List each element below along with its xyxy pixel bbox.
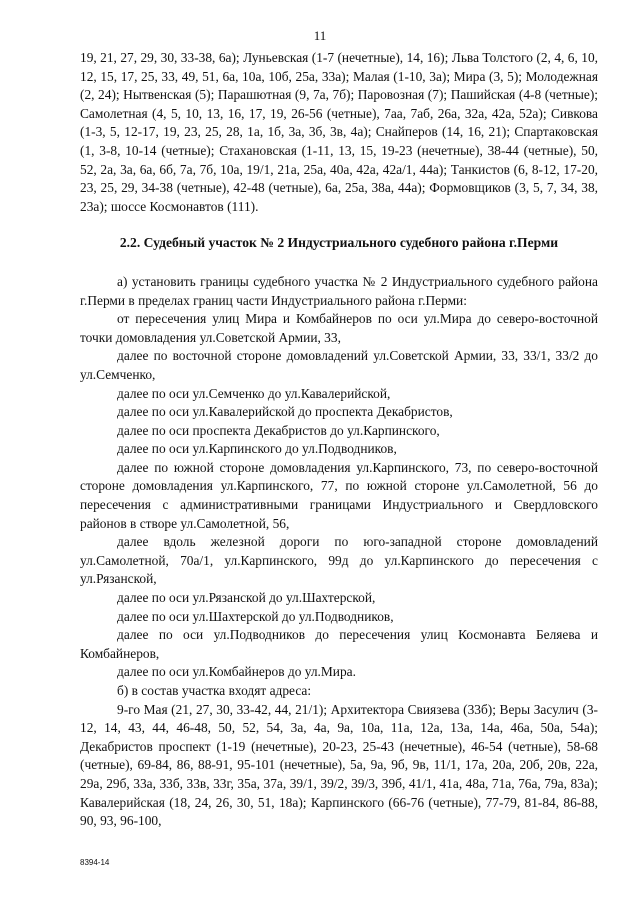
document-body <box>80 49 598 831</box>
boundary-line: далее по оси ул.Рязанской до ул.Шахтерской, <box>117 590 376 606</box>
boundary-line: далее по оси ул.Комбайнеров до ул.Мира. <box>117 664 356 680</box>
boundary-line: далее по южной стороне домовладения ул.Карпинского, 73, по северо-восточной стороне домовладения ул.Карпинского, 77, по южной стороне ул.Самолетной, 56 до пересечения с административными границами Индустриального и Свердловского районов в створе ул.Самолетной, 56, <box>80 459 598 531</box>
boundary-line: далее вдоль железной дороги по юго-западной стороне домовладений ул.Самолетной, 70а/1, ул.Карпинского, 99д до ул.Карпинского до пересечения с ул.Рязанской, <box>80 534 598 587</box>
boundary-line: далее по оси ул.Семченко до ул.Кавалерийской, <box>117 385 391 401</box>
boundary-line: далее по оси ул.Подводников до пересечения улиц Космонавта Беляева и Комбайнеров, <box>80 627 598 661</box>
address-list-continuation: 19, 21, 27, 29, 30, 33-38, 6а); Луньевская (1-7 (нечетные), 14, 16); Льва Толстого (2, 4, 6, 10, 12, 15, 17, 25, 33, 49, 51, 6а, 10а, 10б, 25а, 33а); Малая (1-10, 3а); Мира (3, 5); Молодежная (2, 24); Нытвенская (5); Парашютная (9, 7а, 7б); Паровозная (7); Пашийская (4-8 (четные); Самолетная (4, 5, 10, 13, 16, 17, 19, 26-56 (четные), 7аа, 7аб, 26а, 32а, 42а, 52а); Сивкова (1-3, 5, 12-17, 19, 23, 25, 28, 1а, 1б, 3а, 3б, 3в, 4а); Снайперов (14, 16, 21); Спартаковская (1, 3-8, 10-14 (четные); Стахановская (1-11, 13, 15, 19-23 (нечетные), 38-44 (четные), 50, 52, 2а, 3а, 6а, 6б, 7а, 7б, 10а, 19/1, 21а, 25а, 40а, 42а, 42а/1, 44а); Танкистов (6, 8-12, 17-20, 23, 25, 29, 34-38 (четные), 42-48 (четные), 6а, 25а, 38а, 44а); Формовщиков (3, 5, 7, 34, 38, 23а); шоссе Космонавтов (111). <box>80 50 598 214</box>
address-clause-b: б) в состав участка входят адреса: <box>117 683 312 698</box>
boundary-line: далее по восточной стороне домовладений ул.Советской Армии, 33, 33/1, 33/2 до ул.Семченко, <box>80 348 598 382</box>
boundary-line: от пересечения улиц Мира и Комбайнеров по оси ул.Мира до северо-восточной точки домовладения ул.Советской Армии, 33, <box>80 311 598 345</box>
document-code: 8394-14 <box>80 858 110 867</box>
page-number: 11 <box>313 28 327 43</box>
address-list: 9-го Мая (21, 27, 30, 33-42, 44, 21/1); Архитектора Свиязева (33б); Веры Засулич (3-12, 14, 43, 44, 46-48, 50, 52, 54, 3а, 4а, 9а, 10а, 11а, 12а, 13а, 14а, 46а, 50а, 54а); Декабристов проспект (1-19 (нечетные), 20-23, 25-43 (нечетные), 46-54 (четные), 58-68 (четные), 69-84, 86, 88-91, 95-101 (нечетные), 5а, 9а, 9б, 9в, 11/1, 17а, 20а, 20б, 20в, 22а, 29а, 29б, 33а, 33б, 33в, 33г, 35а, 37а, 39/1, 39/2, 39/3, 39б, 41/1, 41а, 48а, 71а, 76а, 79а, 83а); Кавалерийская (18, 24, 26, 30, 51, 18а); Карпинского (66-76 (четные), 77-79, 81-84, 86-88, 90, 93, 96-100, <box>80 701 598 829</box>
boundary-line: далее по оси ул.Шахтерской до ул.Подводников, <box>117 608 394 624</box>
boundary-line: далее по оси ул.Кавалерийской до проспекта Декабристов, <box>117 404 453 420</box>
boundary-clause-a: а) установить границы судебного участка № 2 Индустриального судебного района г.Перми в пределах границ части Индустриального района г.Перми: <box>80 273 598 308</box>
boundary-line: далее по оси проспекта Декабристов до ул.Карпинского, <box>117 422 440 438</box>
boundary-line: далее по оси ул.Карпинского до ул.Подводников, <box>117 441 397 457</box>
section-heading: 2.2. Судебный участок № 2 Индустриального судебного района г.Перми <box>119 235 559 251</box>
